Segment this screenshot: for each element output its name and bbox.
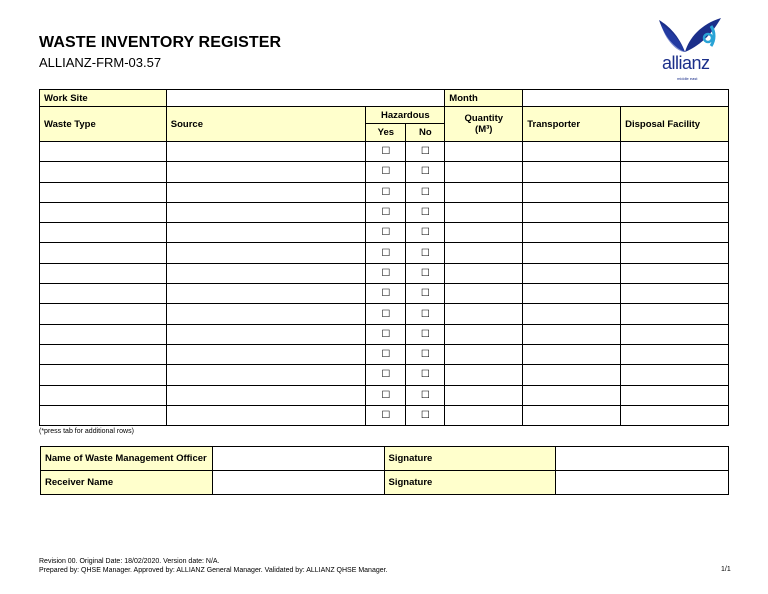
waste-type-cell[interactable] xyxy=(40,182,167,202)
month-label: Month xyxy=(445,90,523,107)
transporter-header: Transporter xyxy=(523,107,621,142)
quantity-cell[interactable] xyxy=(445,142,523,162)
quantity-cell[interactable] xyxy=(445,385,523,405)
transporter-cell[interactable] xyxy=(523,162,621,182)
disposal-facility-cell[interactable] xyxy=(621,284,729,304)
hazardous-yes-checkbox[interactable]: ☐ xyxy=(366,365,406,385)
table-row xyxy=(40,344,729,364)
waste-type-cell[interactable] xyxy=(40,162,167,182)
waste-type-cell[interactable] xyxy=(40,284,167,304)
disposal-facility-cell[interactable] xyxy=(621,243,729,263)
table-row xyxy=(40,405,729,425)
additional-rows-note: (*press tab for additional rows) xyxy=(39,428,134,435)
source-cell[interactable] xyxy=(166,405,366,425)
quantity-cell[interactable] xyxy=(445,243,523,263)
quantity-cell[interactable] xyxy=(445,324,523,344)
table-row xyxy=(40,162,729,182)
disposal-facility-cell[interactable] xyxy=(621,162,729,182)
officer-name-field[interactable] xyxy=(212,447,384,471)
hazardous-no-checkbox[interactable]: ☐ xyxy=(406,365,445,385)
quantity-label: Quantity xyxy=(464,113,504,124)
transporter-cell[interactable] xyxy=(523,385,621,405)
transporter-cell[interactable] xyxy=(523,223,621,243)
source-cell[interactable] xyxy=(166,304,366,324)
page-title: WASTE INVENTORY REGISTER xyxy=(39,34,282,51)
source-cell[interactable] xyxy=(166,365,366,385)
table-row xyxy=(40,223,729,243)
receiver-name-label: Receiver Name xyxy=(41,471,213,495)
hazardous-yes-checkbox[interactable]: ☐ xyxy=(366,182,406,202)
transporter-cell[interactable] xyxy=(523,142,621,162)
hazardous-yes-checkbox[interactable]: ☐ xyxy=(366,142,406,162)
hazardous-yes-checkbox[interactable]: ☐ xyxy=(366,263,406,283)
hazardous-no-checkbox[interactable]: ☐ xyxy=(406,182,445,202)
hazardous-yes-checkbox[interactable]: ☐ xyxy=(366,344,406,364)
hazardous-no-checkbox[interactable]: ☐ xyxy=(406,162,445,182)
officer-signature-field[interactable] xyxy=(556,447,729,471)
source-cell[interactable] xyxy=(166,243,366,263)
hazardous-yes-checkbox[interactable]: ☐ xyxy=(366,405,406,425)
source-cell[interactable] xyxy=(166,182,366,202)
table-row xyxy=(40,182,729,202)
officer-name-label: Name of Waste Management Officer xyxy=(41,447,213,471)
table-row xyxy=(40,324,729,344)
work-site-label: Work Site xyxy=(40,90,167,107)
hazardous-yes-checkbox[interactable]: ☐ xyxy=(366,223,406,243)
waste-type-cell[interactable] xyxy=(40,263,167,283)
waste-inventory-table xyxy=(39,89,729,426)
hazardous-yes-checkbox[interactable]: ☐ xyxy=(366,304,406,324)
page-number: 1/1 xyxy=(721,566,731,573)
quantity-cell[interactable] xyxy=(445,365,523,385)
quantity-cell[interactable] xyxy=(445,223,523,243)
transporter-cell[interactable] xyxy=(523,344,621,364)
disposal-facility-cell[interactable] xyxy=(621,344,729,364)
source-cell[interactable] xyxy=(166,385,366,405)
hazardous-yes-checkbox[interactable]: ☐ xyxy=(366,162,406,182)
approval-footer: Prepared by: QHSE Manager. Approved by: ALLIANZ General Manager. Validated by: ALLIANZ QHSE Manager. xyxy=(39,567,388,574)
hazardous-no-checkbox[interactable]: ☐ xyxy=(406,304,445,324)
waste-type-cell[interactable] xyxy=(40,142,167,162)
table-row xyxy=(40,243,729,263)
hazardous-no-checkbox[interactable]: ☐ xyxy=(406,405,445,425)
source-cell[interactable] xyxy=(166,202,366,222)
disposal-facility-cell[interactable] xyxy=(621,142,729,162)
quantity-cell[interactable] xyxy=(445,284,523,304)
waste-type-cell[interactable] xyxy=(40,385,167,405)
hazardous-header: Hazardous xyxy=(366,107,445,124)
quantity-cell[interactable] xyxy=(445,263,523,283)
hazardous-yes-checkbox[interactable]: ☐ xyxy=(366,324,406,344)
hazardous-no-checkbox[interactable]: ☐ xyxy=(406,142,445,162)
transporter-cell[interactable] xyxy=(523,243,621,263)
hazardous-yes-checkbox[interactable]: ☐ xyxy=(366,284,406,304)
table-row xyxy=(40,142,729,162)
table-row xyxy=(40,284,729,304)
month-field[interactable] xyxy=(523,90,729,107)
disposal-facility-cell[interactable] xyxy=(621,385,729,405)
hazardous-no-checkbox[interactable]: ☐ xyxy=(406,223,445,243)
hazardous-no-checkbox[interactable]: ☐ xyxy=(406,243,445,263)
receiver-name-field[interactable] xyxy=(212,471,384,495)
transporter-cell[interactable] xyxy=(523,263,621,283)
quantity-cell[interactable] xyxy=(445,344,523,364)
source-cell[interactable] xyxy=(166,284,366,304)
waste-type-cell[interactable] xyxy=(40,223,167,243)
hazardous-no-checkbox[interactable]: ☐ xyxy=(406,385,445,405)
quantity-header xyxy=(445,107,523,142)
disposal-facility-cell[interactable] xyxy=(621,304,729,324)
transporter-cell[interactable] xyxy=(523,304,621,324)
quantity-cell[interactable] xyxy=(445,162,523,182)
source-cell[interactable] xyxy=(166,344,366,364)
source-cell[interactable] xyxy=(166,162,366,182)
logo-wordmark: allianz xyxy=(662,53,710,73)
waste-type-cell[interactable] xyxy=(40,344,167,364)
hazardous-yes-checkbox[interactable]: ☐ xyxy=(366,385,406,405)
source-header: Source xyxy=(166,107,366,142)
waste-type-cell[interactable] xyxy=(40,304,167,324)
waste-type-header: Waste Type xyxy=(40,107,167,142)
signoff-table xyxy=(40,446,729,495)
receiver-signature-label: Signature xyxy=(384,471,556,495)
transporter-cell[interactable] xyxy=(523,202,621,222)
waste-type-cell[interactable] xyxy=(40,365,167,385)
disposal-facility-header: Disposal Facility xyxy=(621,107,729,142)
hazardous-no-checkbox[interactable]: ☐ xyxy=(406,344,445,364)
quantity-cell[interactable] xyxy=(445,202,523,222)
disposal-facility-cell[interactable] xyxy=(621,324,729,344)
table-row xyxy=(40,304,729,324)
receiver-signature-field[interactable] xyxy=(556,471,729,495)
transporter-cell[interactable] xyxy=(523,365,621,385)
officer-signature-label: Signature xyxy=(384,447,556,471)
source-cell[interactable] xyxy=(166,324,366,344)
table-row xyxy=(40,365,729,385)
disposal-facility-cell[interactable] xyxy=(621,223,729,243)
source-cell[interactable] xyxy=(166,223,366,243)
hazardous-no-checkbox[interactable]: ☐ xyxy=(406,324,445,344)
disposal-facility-cell[interactable] xyxy=(621,365,729,385)
document-code: ALLIANZ-FRM-03.57 xyxy=(39,55,162,70)
table-row xyxy=(40,202,729,222)
transporter-cell[interactable] xyxy=(523,324,621,344)
quantity-unit: (M³) xyxy=(475,124,493,135)
table-row xyxy=(40,385,729,405)
waste-type-cell[interactable] xyxy=(40,243,167,263)
transporter-cell[interactable] xyxy=(523,182,621,202)
quantity-cell[interactable] xyxy=(445,182,523,202)
revision-footer: Revision 00. Original Date: 18/02/2020. Version date: N/A. xyxy=(39,558,220,565)
waste-type-cell[interactable] xyxy=(40,202,167,222)
hazardous-no-header: No xyxy=(406,124,445,142)
source-cell[interactable] xyxy=(166,142,366,162)
hazardous-yes-checkbox[interactable]: ☐ xyxy=(366,202,406,222)
logo-subtext: middle east xyxy=(677,76,698,81)
hazardous-yes-header: Yes xyxy=(366,124,406,142)
quantity-cell[interactable] xyxy=(445,405,523,425)
disposal-facility-cell[interactable] xyxy=(621,405,729,425)
hazardous-no-checkbox[interactable]: ☐ xyxy=(406,202,445,222)
disposal-facility-cell[interactable] xyxy=(621,182,729,202)
hazardous-no-checkbox[interactable]: ☐ xyxy=(406,284,445,304)
quantity-cell[interactable] xyxy=(445,304,523,324)
waste-type-cell[interactable] xyxy=(40,405,167,425)
transporter-cell[interactable] xyxy=(523,284,621,304)
disposal-facility-cell[interactable] xyxy=(621,202,729,222)
hazardous-yes-checkbox[interactable]: ☐ xyxy=(366,243,406,263)
disposal-facility-cell[interactable] xyxy=(621,263,729,283)
waste-type-cell[interactable] xyxy=(40,324,167,344)
table-row xyxy=(40,263,729,283)
source-cell[interactable] xyxy=(166,263,366,283)
transporter-cell[interactable] xyxy=(523,405,621,425)
work-site-field[interactable] xyxy=(166,90,445,107)
hazardous-no-checkbox[interactable]: ☐ xyxy=(406,263,445,283)
